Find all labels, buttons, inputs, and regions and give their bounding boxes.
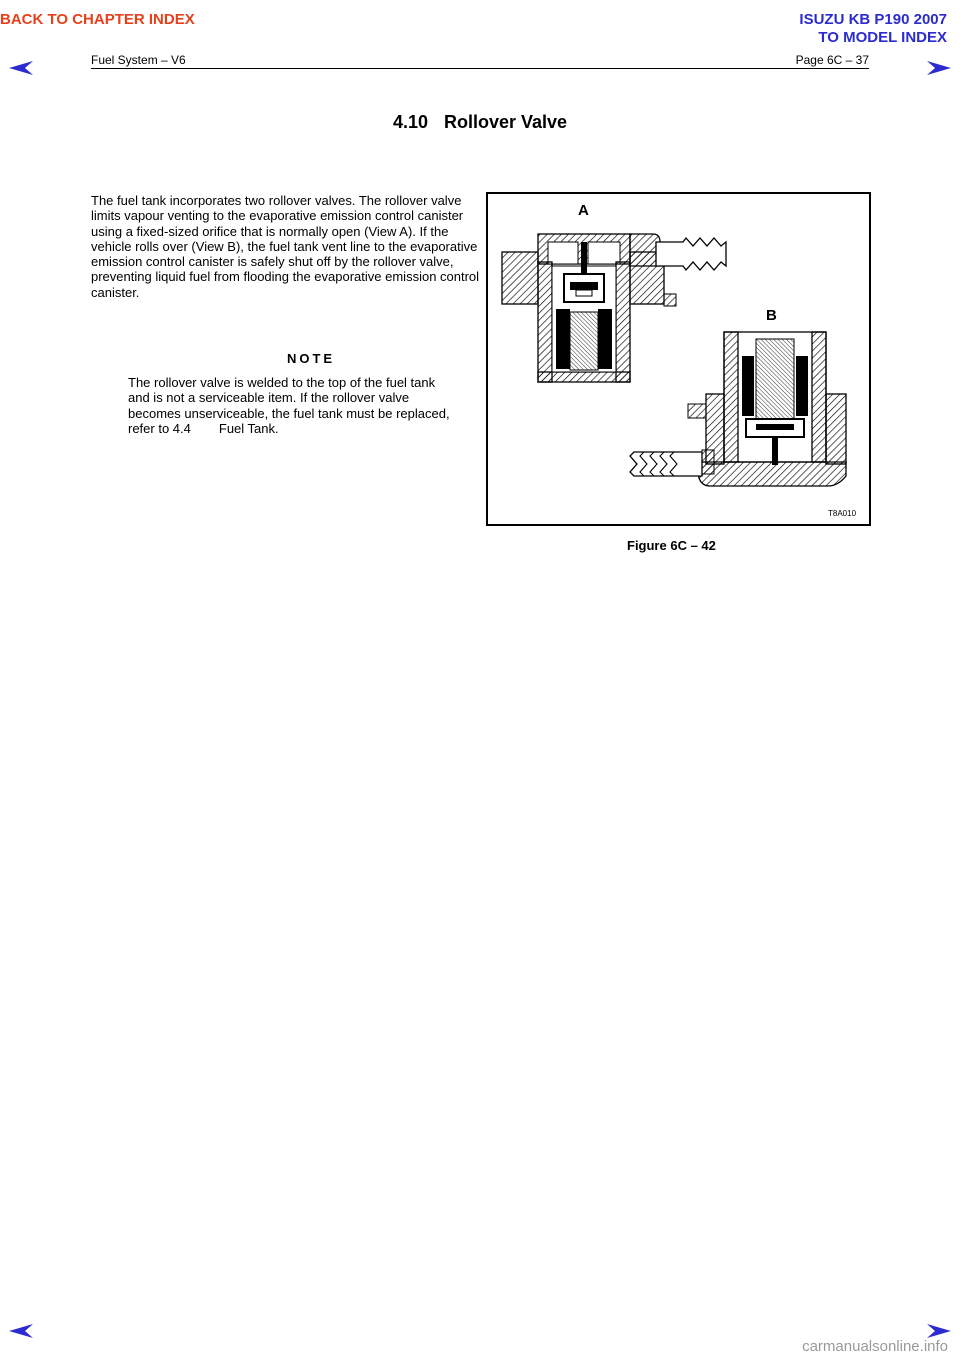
watermark: carmanualsonline.info	[802, 1338, 948, 1355]
valve-b-drawing	[630, 332, 846, 486]
view-b-label: B	[766, 307, 777, 324]
next-page-arrow-icon[interactable]	[926, 1323, 952, 1339]
to-model-index-link[interactable]: TO MODEL INDEX	[818, 29, 947, 46]
previous-page-arrow-icon[interactable]	[8, 60, 34, 76]
header-page-number: Page 6C – 37	[795, 53, 869, 67]
figure-code: T8A010	[828, 509, 857, 518]
rollover-valve-diagram	[488, 194, 869, 524]
rollover-valve-figure	[486, 192, 871, 526]
section-title-text: Rollover Valve	[443, 112, 568, 132]
view-a-label: A	[578, 202, 589, 219]
valve-a-drawing	[502, 234, 726, 382]
section-number: 4.10	[392, 112, 428, 132]
note-text	[128, 375, 453, 436]
previous-page-arrow-icon[interactable]	[8, 1323, 34, 1339]
model-title: ISUZU KB P190 2007	[799, 11, 947, 28]
body-paragraph: The fuel tank incorporates two rollover valves. The rollover valve limits vapour venting to the evaporative emission control canister using a fixed-sized orifice that is normally open (View A). If the vehicle rolls over (View B), the fuel tank vent line to the evaporative emission control canister is safely shut off by the rollover valve, preventing liquid fuel from flooding the evaporative emission control canister.	[91, 193, 480, 300]
section-title	[0, 112, 960, 133]
note-heading: NOTE	[286, 351, 336, 366]
note-reference: Fuel Tank.	[218, 420, 279, 436]
figure-caption: Figure 6C – 42	[627, 538, 716, 553]
header-divider	[91, 68, 869, 69]
note-body: The rollover valve is welded to the top of the fuel tank and is not a serviceable item. If the rollover valve becomes unserviceable, the fuel tank must be replaced, refer to 4.4	[128, 375, 450, 436]
back-to-chapter-index-link[interactable]: BACK TO CHAPTER INDEX	[0, 11, 195, 28]
next-page-arrow-icon[interactable]	[926, 60, 952, 76]
header-section-name: Fuel System – V6	[91, 53, 186, 67]
